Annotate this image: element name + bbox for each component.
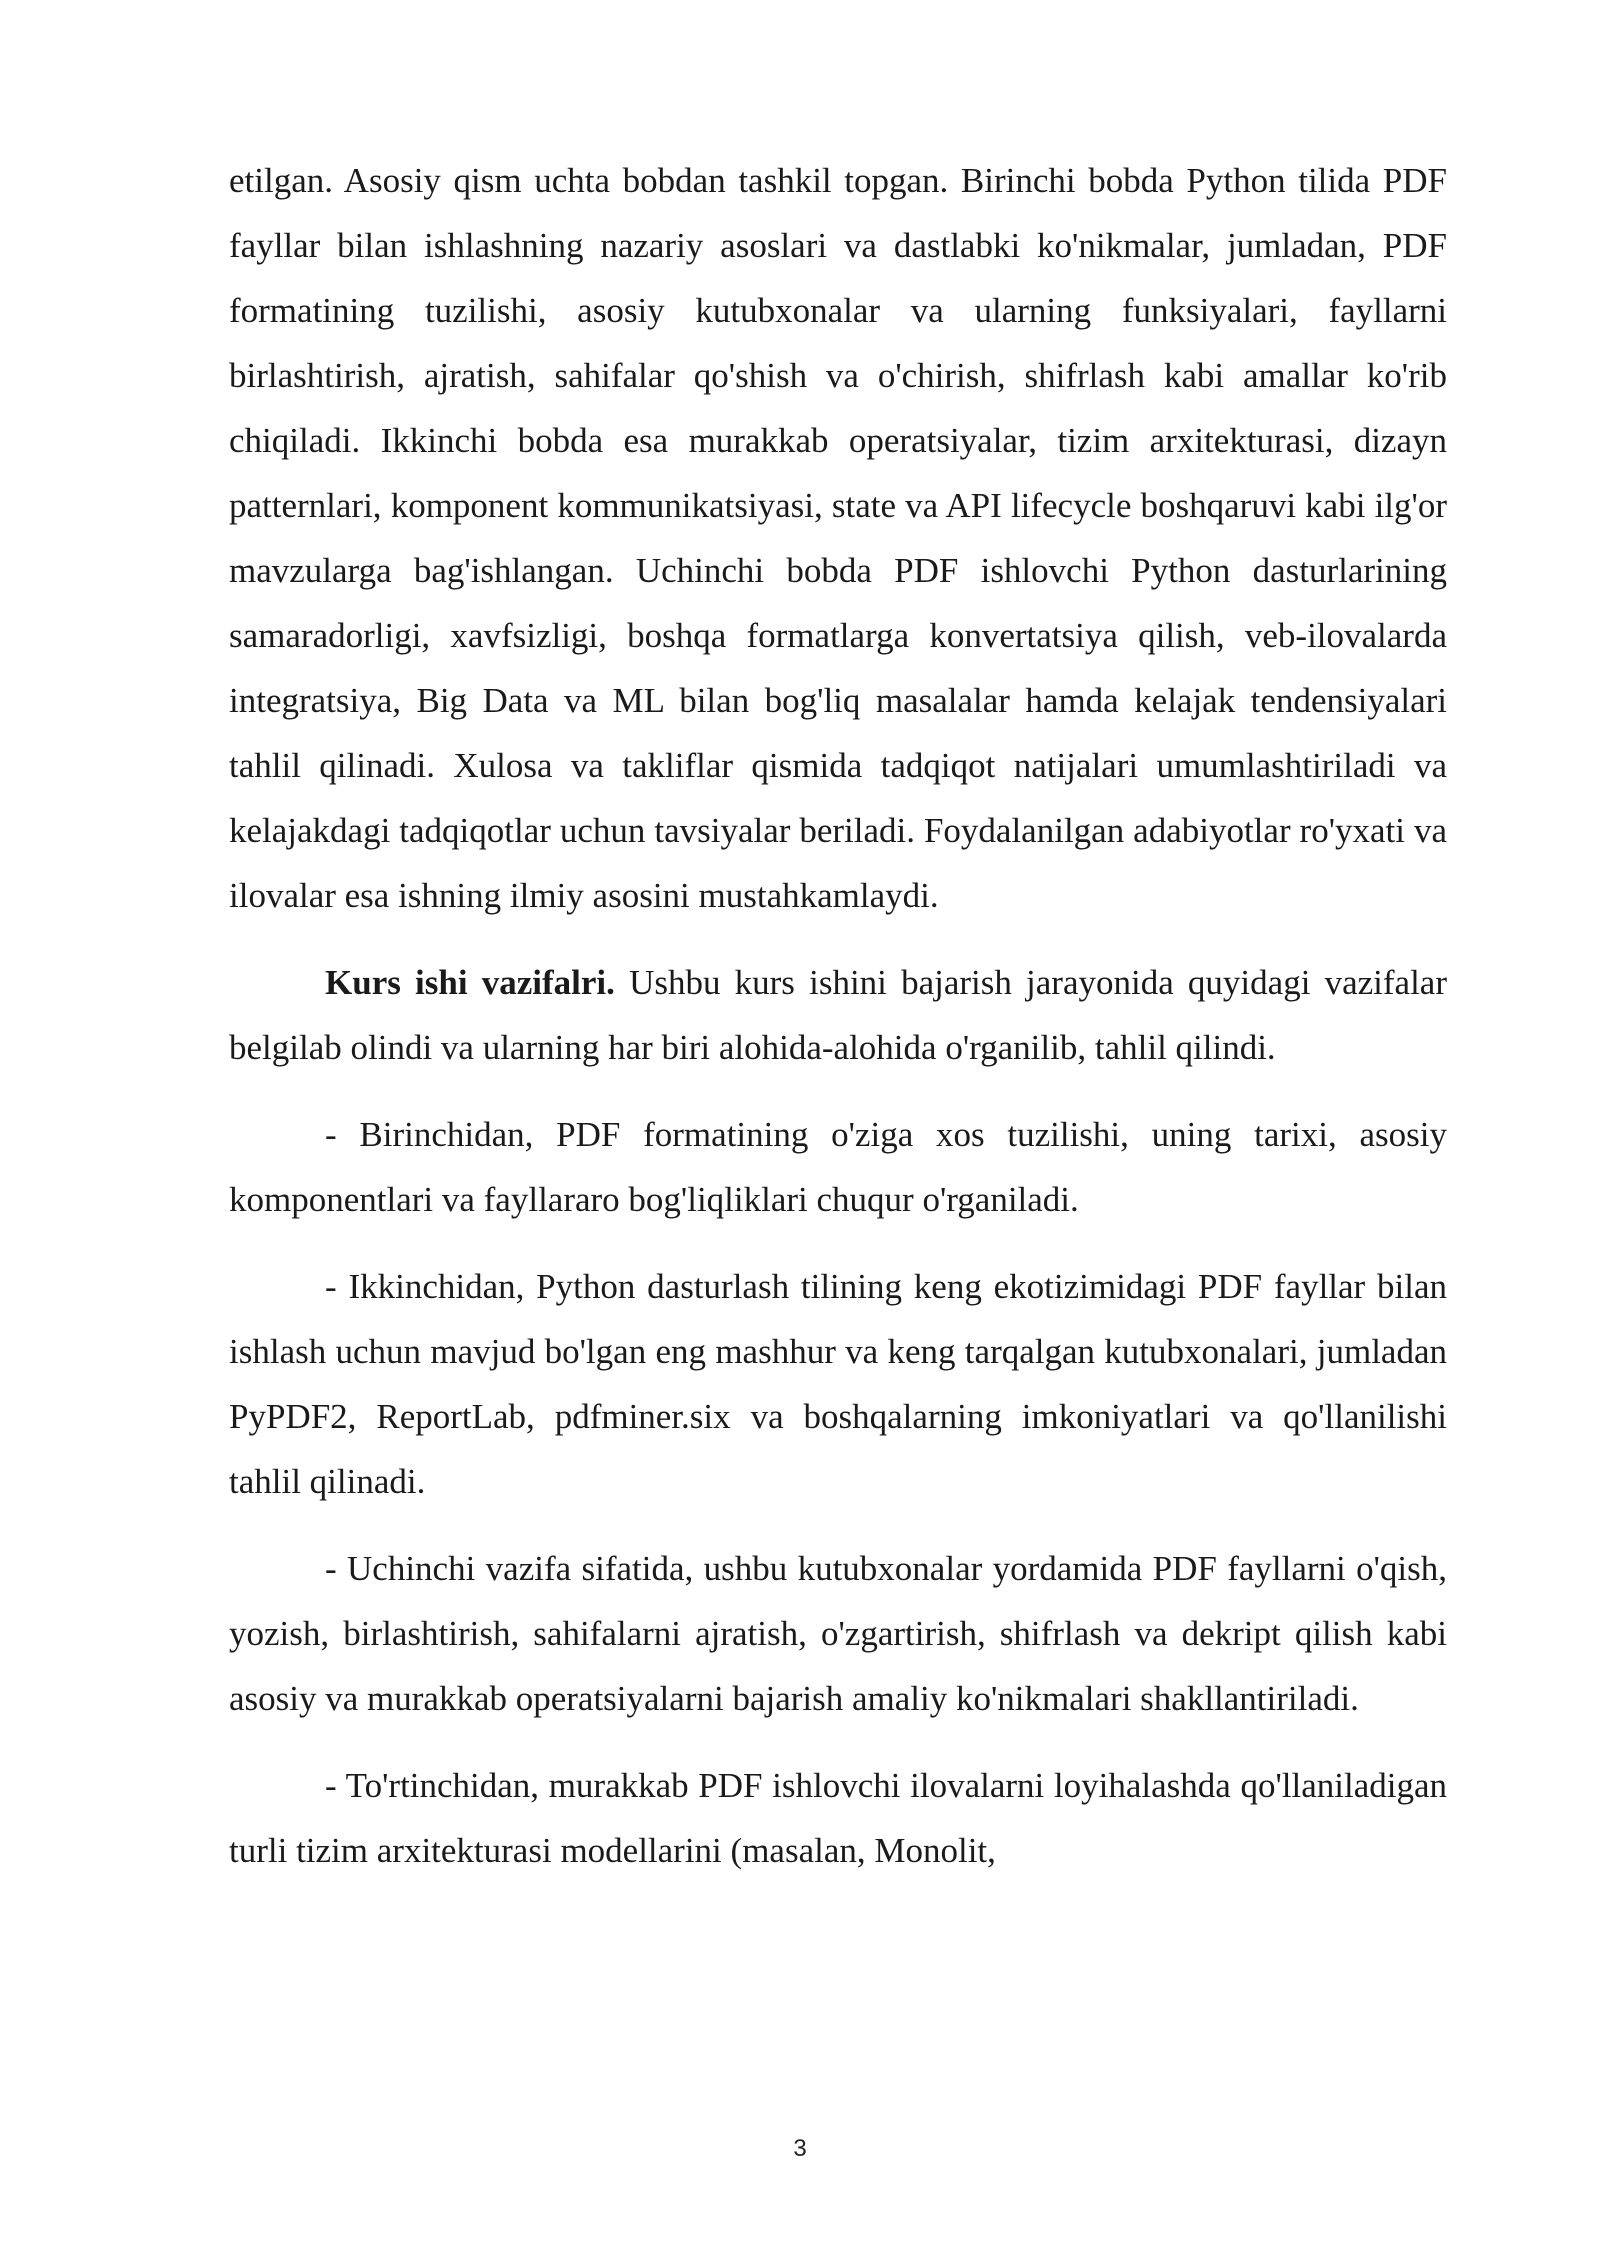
paragraph-text: - Birinchidan, PDF formatining o'ziga xos tuzilishi, uning tarixi, asosiy komponentlari va fayllararo bog'liqliklari chuqur o'rganiladi.: [229, 1115, 1447, 1219]
paragraph-text: etilgan. Asosiy qism uchta bobdan tashkil topgan. Birinchi bobda Python tilida PDF fayllar bilan ishlashning nazariy asoslari va dastlabki ko'nikmalar, jumladan, PDF formatining tuzilishi, asosiy kutubxonalar va ularning funksiyalari, fayllarni birlashtirish, ajratish, sahifalar qo'shish va o'chirish, shifrlash kabi amallar ko'rib chiqiladi. Ikkinchi bobda esa murakkab operatsiyalar, tizim arxitekturasi, dizayn patternlari, komponent kommunikatsiyasi, state va API lifecycle boshqaruvi kabi ilg'or mavzularga bag'ishlangan. Uchinchi bobda PDF ishlovchi Python dasturlarining samaradorligi, xavfsizligi, boshqa formatlarga konvertatsiya qilish, veb-ilovalarda integratsiya, Big Data va ML bilan bog'liq masalalar hamda kelajak tendensiyalari tahlil qilinadi. Xulosa va takliflar qismida tadqiqot natijalari umumlashtiriladi va kelajakdagi tadqiqotlar uchun tavsiyalar beriladi. Foydalanilgan adabiyotlar ro'yxati va ilovalar esa ishning ilmiy asosini mustahkamlaydi.: [229, 161, 1447, 915]
body-text: [229, 148, 1447, 1883]
paragraph-intro-continuation: [229, 148, 1447, 928]
paragraph-text: Ushbu kurs ishini bajarish jarayonida quyidagi vazifalar belgilab olindi va ularning har biri alohida-alohida o'rganilib, tahlil qilindi.: [229, 963, 1447, 1067]
page-number: 3: [793, 2135, 807, 2162]
task-item-third: [229, 1536, 1447, 1731]
task-item-second: [229, 1254, 1447, 1514]
task-item-fourth: [229, 1753, 1447, 1883]
task-item-first: [229, 1102, 1447, 1232]
section-heading-inline: Kurs ishi vazifalri.: [325, 963, 615, 1002]
paragraph-course-tasks: [229, 950, 1447, 1080]
paragraph-text: - Uchinchi vazifa sifatida, ushbu kutubxonalar yordamida PDF fayllarni o'qish, yozish, birlashtirish, sahifalarni ajratish, o'zgartirish, shifrlash va dekript qilish kabi asosiy va murakkab operatsiyalarni bajarish amaliy ko'nikmalari shakllantiriladi.: [229, 1549, 1447, 1718]
paragraph-text: - Ikkinchidan, Python dasturlash tilining keng ekotizimidagi PDF fayllar bilan ishlash uchun mavjud bo'lgan eng mashhur va keng tarqalgan kutubxonalari, jumladan PyPDF2, ReportLab, pdfminer.six va boshqalarning imkoniyatlari va qo'llanilishi tahlil qilinadi.: [229, 1267, 1447, 1501]
paragraph-text: - To'rtinchidan, murakkab PDF ishlovchi ilovalarni loyihalashda qo'llaniladigan turli tizim arxitekturasi modellarini (masalan, Monolit,: [229, 1766, 1447, 1870]
